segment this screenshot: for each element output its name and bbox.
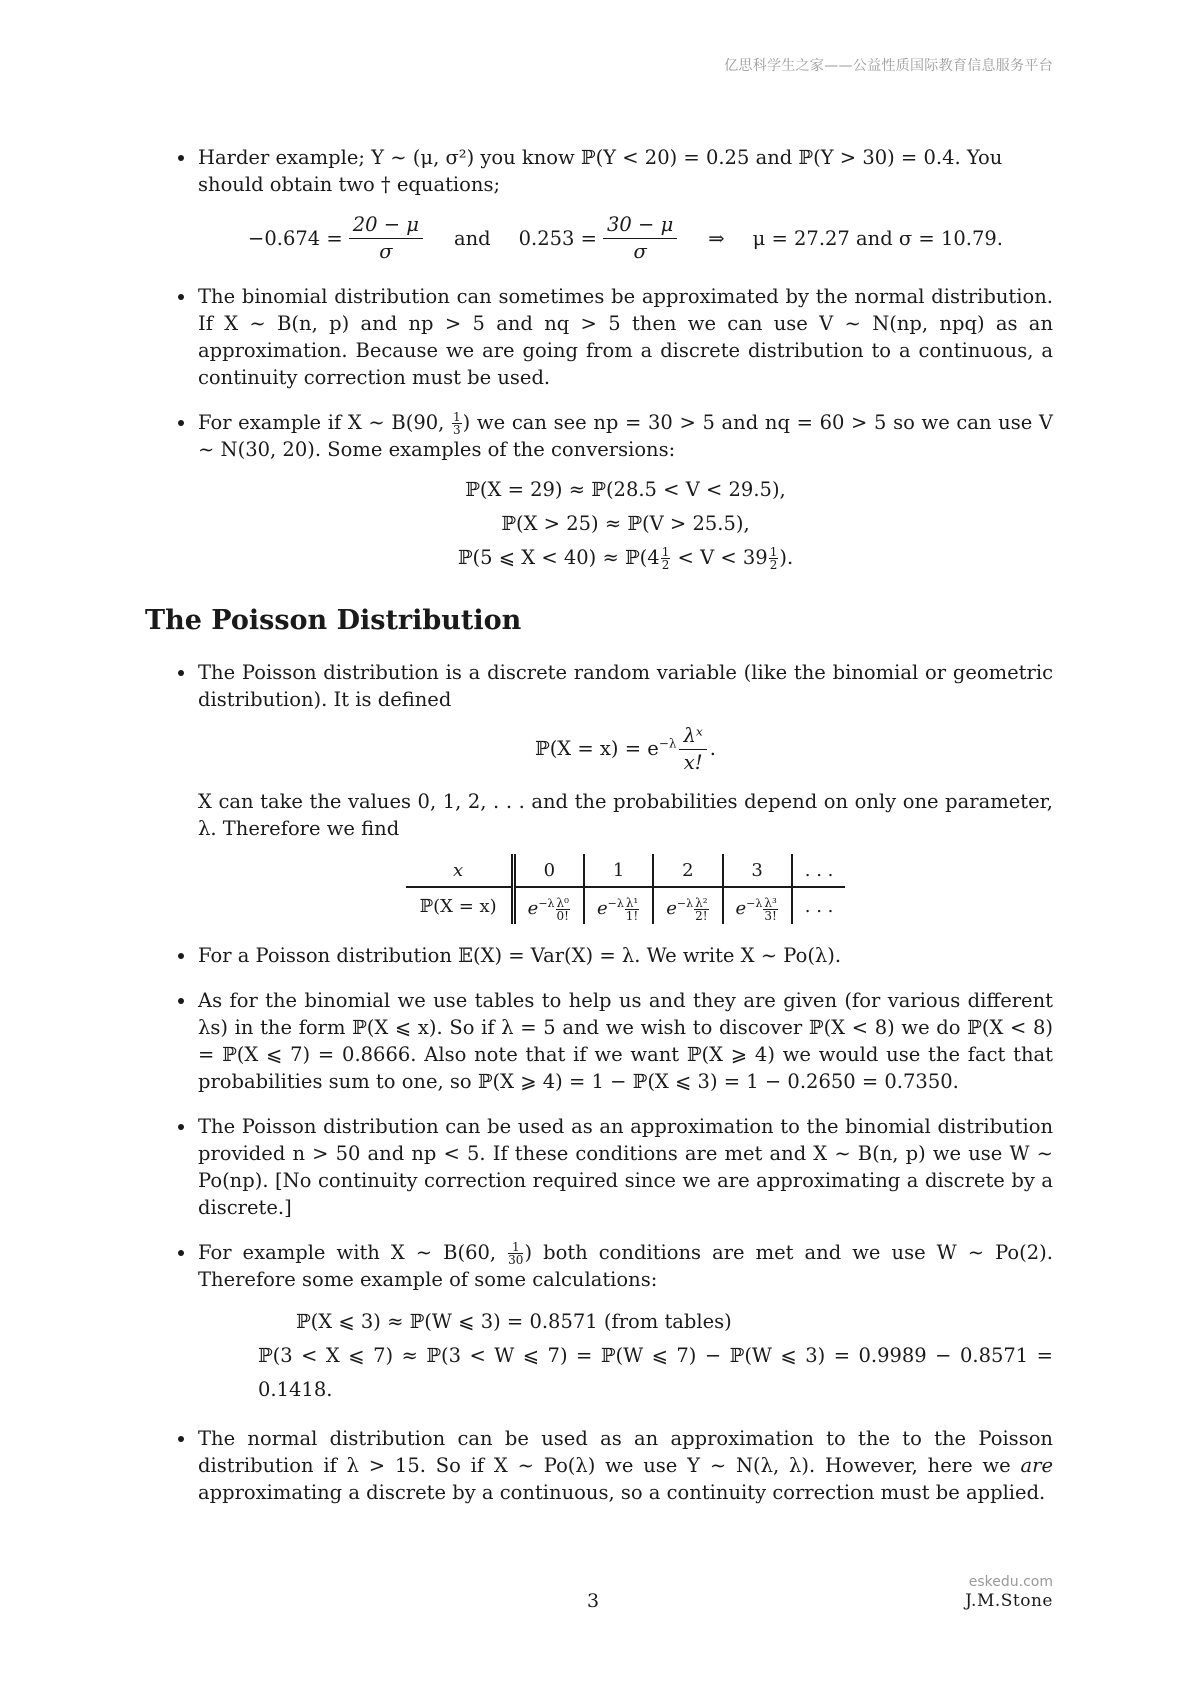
paragraph: For a Poisson distribution 𝔼(X) = Var(X) = λ. We write X ∼ Po(λ). <box>198 944 842 967</box>
paragraph: X can take the values 0, 1, 2, . . . and the probabilities depend on only one parameter, λ. Therefore we find <box>198 790 1053 840</box>
text-run: ) we can see np = 30 > 5 and nq = 60 > 5 so we can use V ∼ N(30, 20). Some examples of the conversions: <box>198 411 1054 461</box>
eq-result: μ = 27.27 and σ = 10.79. <box>752 227 1003 250</box>
fraction-denominator: 2 <box>769 558 778 572</box>
inline-fraction <box>508 1241 523 1266</box>
cell-exponent: −λ <box>746 897 763 910</box>
fraction-denominator: 2 <box>661 558 670 572</box>
fraction-numerator: λ² <box>695 895 708 910</box>
paragraph: The Poisson distribution is a discrete random variable (like the binomial or geometric distribution). It is defined <box>198 661 1053 711</box>
table-header-cell: . . . <box>792 854 846 887</box>
fraction-denominator: 3 <box>453 423 461 437</box>
header-watermark: 亿思科学生之家——公益性质国际教育信息服务平台 <box>724 58 1053 74</box>
table-header-row <box>406 854 846 887</box>
list-item <box>145 942 1053 969</box>
conversion-line <box>198 541 1053 575</box>
inline-fraction <box>763 897 777 922</box>
fraction <box>603 212 677 265</box>
fraction-denominator: x! <box>683 751 703 774</box>
footer-site: eskedu.com <box>968 1574 1053 1590</box>
cell-base: e <box>666 898 677 919</box>
paragraph <box>198 1239 1053 1293</box>
table-header-cell: 2 <box>653 854 722 887</box>
inline-fraction <box>556 897 570 922</box>
calculation-block <box>198 1305 1053 1407</box>
eq-and: and <box>453 227 491 250</box>
exponent: −λ <box>658 736 677 751</box>
emphasis: are <box>1020 1454 1053 1477</box>
paragraph: Harder example; Y ∼ (μ, σ²) you know ℙ(Y < 20) = 0.25 and ℙ(Y > 30) = 0.4. You <box>198 146 1003 169</box>
implies-symbol: ⇒ <box>708 227 725 250</box>
paragraph: should obtain two † equations; <box>198 173 501 196</box>
cell-base: e <box>527 898 539 919</box>
poisson-table <box>406 854 846 924</box>
fraction-numerator: λˣ <box>679 723 706 750</box>
inline-fraction <box>661 546 671 571</box>
fraction-numerator: λ¹ <box>625 895 639 910</box>
fraction <box>679 723 706 776</box>
list-item <box>145 1113 1053 1221</box>
cell-exponent: −λ <box>607 897 624 910</box>
list-item <box>145 409 1053 575</box>
fraction-denominator: 30 <box>508 1253 524 1267</box>
paragraph <box>198 409 1053 463</box>
fraction-denominator: 2! <box>695 908 708 923</box>
fraction-denominator: σ <box>379 240 393 263</box>
fraction-denominator: 3! <box>764 908 777 923</box>
section-heading: The Poisson Distribution <box>145 605 522 636</box>
text-run: . <box>709 737 716 760</box>
fraction-numerator: 1 <box>661 545 670 559</box>
fraction-denominator: 0! <box>556 908 569 923</box>
text-run: ) both conditions are met and we use W ∼ Po(2). Therefore some example of some calculations: <box>198 1241 1053 1291</box>
paragraph <box>198 1425 1053 1506</box>
fraction-numerator: λ⁰ <box>556 895 569 910</box>
table-cell <box>723 887 792 924</box>
paragraph: The Poisson distribution can be used as an approximation to the binomial distribution provided n > 50 and np < 5. If these conditions are met and X ∼ B(n, p) we use W ∼ Po(np). [No continuity correction required since we are approximating a discrete by a discrete.] <box>198 1115 1053 1219</box>
table-cell <box>653 887 722 924</box>
page-content <box>145 144 1053 1524</box>
fraction-numerator: 1 <box>453 410 461 424</box>
text-run: approximating a discrete by a continuous, so a continuity correction must be applied. <box>198 1481 1046 1504</box>
cell-exponent: −λ <box>676 897 694 910</box>
table-header-cell: 3 <box>723 854 792 887</box>
fraction-numerator: 30 − μ <box>603 212 677 239</box>
cell-exponent: −λ <box>538 897 555 910</box>
list-item <box>145 659 1053 924</box>
conversion-line: ℙ(X = 29) ≈ ℙ(28.5 < V < 29.5), <box>465 478 786 501</box>
display-equation <box>198 212 1053 265</box>
table-cell: . . . <box>792 887 846 924</box>
pmf-equation <box>198 723 1053 776</box>
text-run: ℙ(X = x) = e <box>535 737 659 760</box>
table-header-cell: 0 <box>513 854 584 887</box>
fraction-numerator: 20 − μ <box>349 212 423 239</box>
table-header-cell: 1 <box>584 854 653 887</box>
inline-fraction <box>452 411 462 436</box>
text-run: For example if X ∼ B(90, <box>198 411 445 434</box>
text-run: The normal distribution can be used as an approximation to the to the Poisson distribution if λ > 15. So if X ∼ Po(λ) we use Y ∼ N(λ, λ). However, here we <box>198 1427 1053 1477</box>
conversion-line: ℙ(X > 25) ≈ ℙ(V > 25.5), <box>501 512 750 535</box>
inline-fraction <box>694 897 708 922</box>
fraction-denominator: 1! <box>625 908 639 923</box>
text-run: For example with X ∼ B(60, <box>198 1241 497 1264</box>
table-cell <box>513 887 584 924</box>
text-run: < V < 39 <box>671 546 768 569</box>
list-item <box>145 1239 1053 1407</box>
paragraph: The binomial distribution can sometimes be approximated by the normal distribution. If X ∼ B(n, p) and np > 5 and nq > 5 then we can use V ∼ N(np, npq) as an approximation. Because we are going from a discrete distribution to a continuous, a continuity correction must be used. <box>198 285 1053 389</box>
inline-fraction <box>625 897 639 922</box>
table-row-label: ℙ(X = x) <box>419 895 497 917</box>
text-run: ℙ(5 ⩽ X < 40) ≈ ℙ(4 <box>457 546 660 569</box>
table-header-cell: x <box>406 854 514 887</box>
eq-left: −0.674 = <box>248 227 343 250</box>
footer-author: J.M.Stone <box>965 1591 1053 1611</box>
eq-mid: 0.253 = <box>518 227 598 250</box>
conversion-equations <box>198 473 1053 575</box>
table-cell <box>584 887 653 924</box>
fraction-denominator: σ <box>633 240 647 263</box>
fraction <box>349 212 423 265</box>
fraction-numerator: 1 <box>508 1241 523 1254</box>
table-row <box>406 887 846 924</box>
list-item <box>145 1425 1053 1506</box>
list-item <box>145 987 1053 1095</box>
list-item <box>145 144 1053 265</box>
list-item <box>145 283 1053 391</box>
page-number: 3 <box>587 1590 600 1612</box>
calculation-line: ℙ(3 < X ⩽ 7) ≈ ℙ(3 < W ⩽ 7) = ℙ(W ⩽ 7) − ℙ(W ⩽ 3) = 0.9989 − 0.8571 = 0.1418. <box>258 1344 1053 1401</box>
fraction-numerator: 1 <box>769 545 778 559</box>
cell-base: e <box>735 898 747 919</box>
fraction-numerator: λ³ <box>764 895 777 910</box>
paragraph: As for the binomial we use tables to help us and they are given (for various different λs) in the form ℙ(X ⩽ x). So if λ = 5 and we wish to discover ℙ(X < 8) we do ℙ(X < 8) = ℙ(X ⩽ 7) = 0.8666. Also note that if we want ℙ(X ⩾ 4) we would use the fact that probabilities sum to one, so ℙ(X ⩾ 4) = 1 − ℙ(X ⩽ 3) = 1 − 0.2650 = 0.7350. <box>198 989 1053 1093</box>
calculation-line: ℙ(X ⩽ 3) ≈ ℙ(W ⩽ 3) = 0.8571 (from tables) <box>296 1310 732 1333</box>
inline-fraction <box>769 546 779 571</box>
text-run: ). <box>779 546 794 569</box>
cell-base: e <box>596 898 608 919</box>
